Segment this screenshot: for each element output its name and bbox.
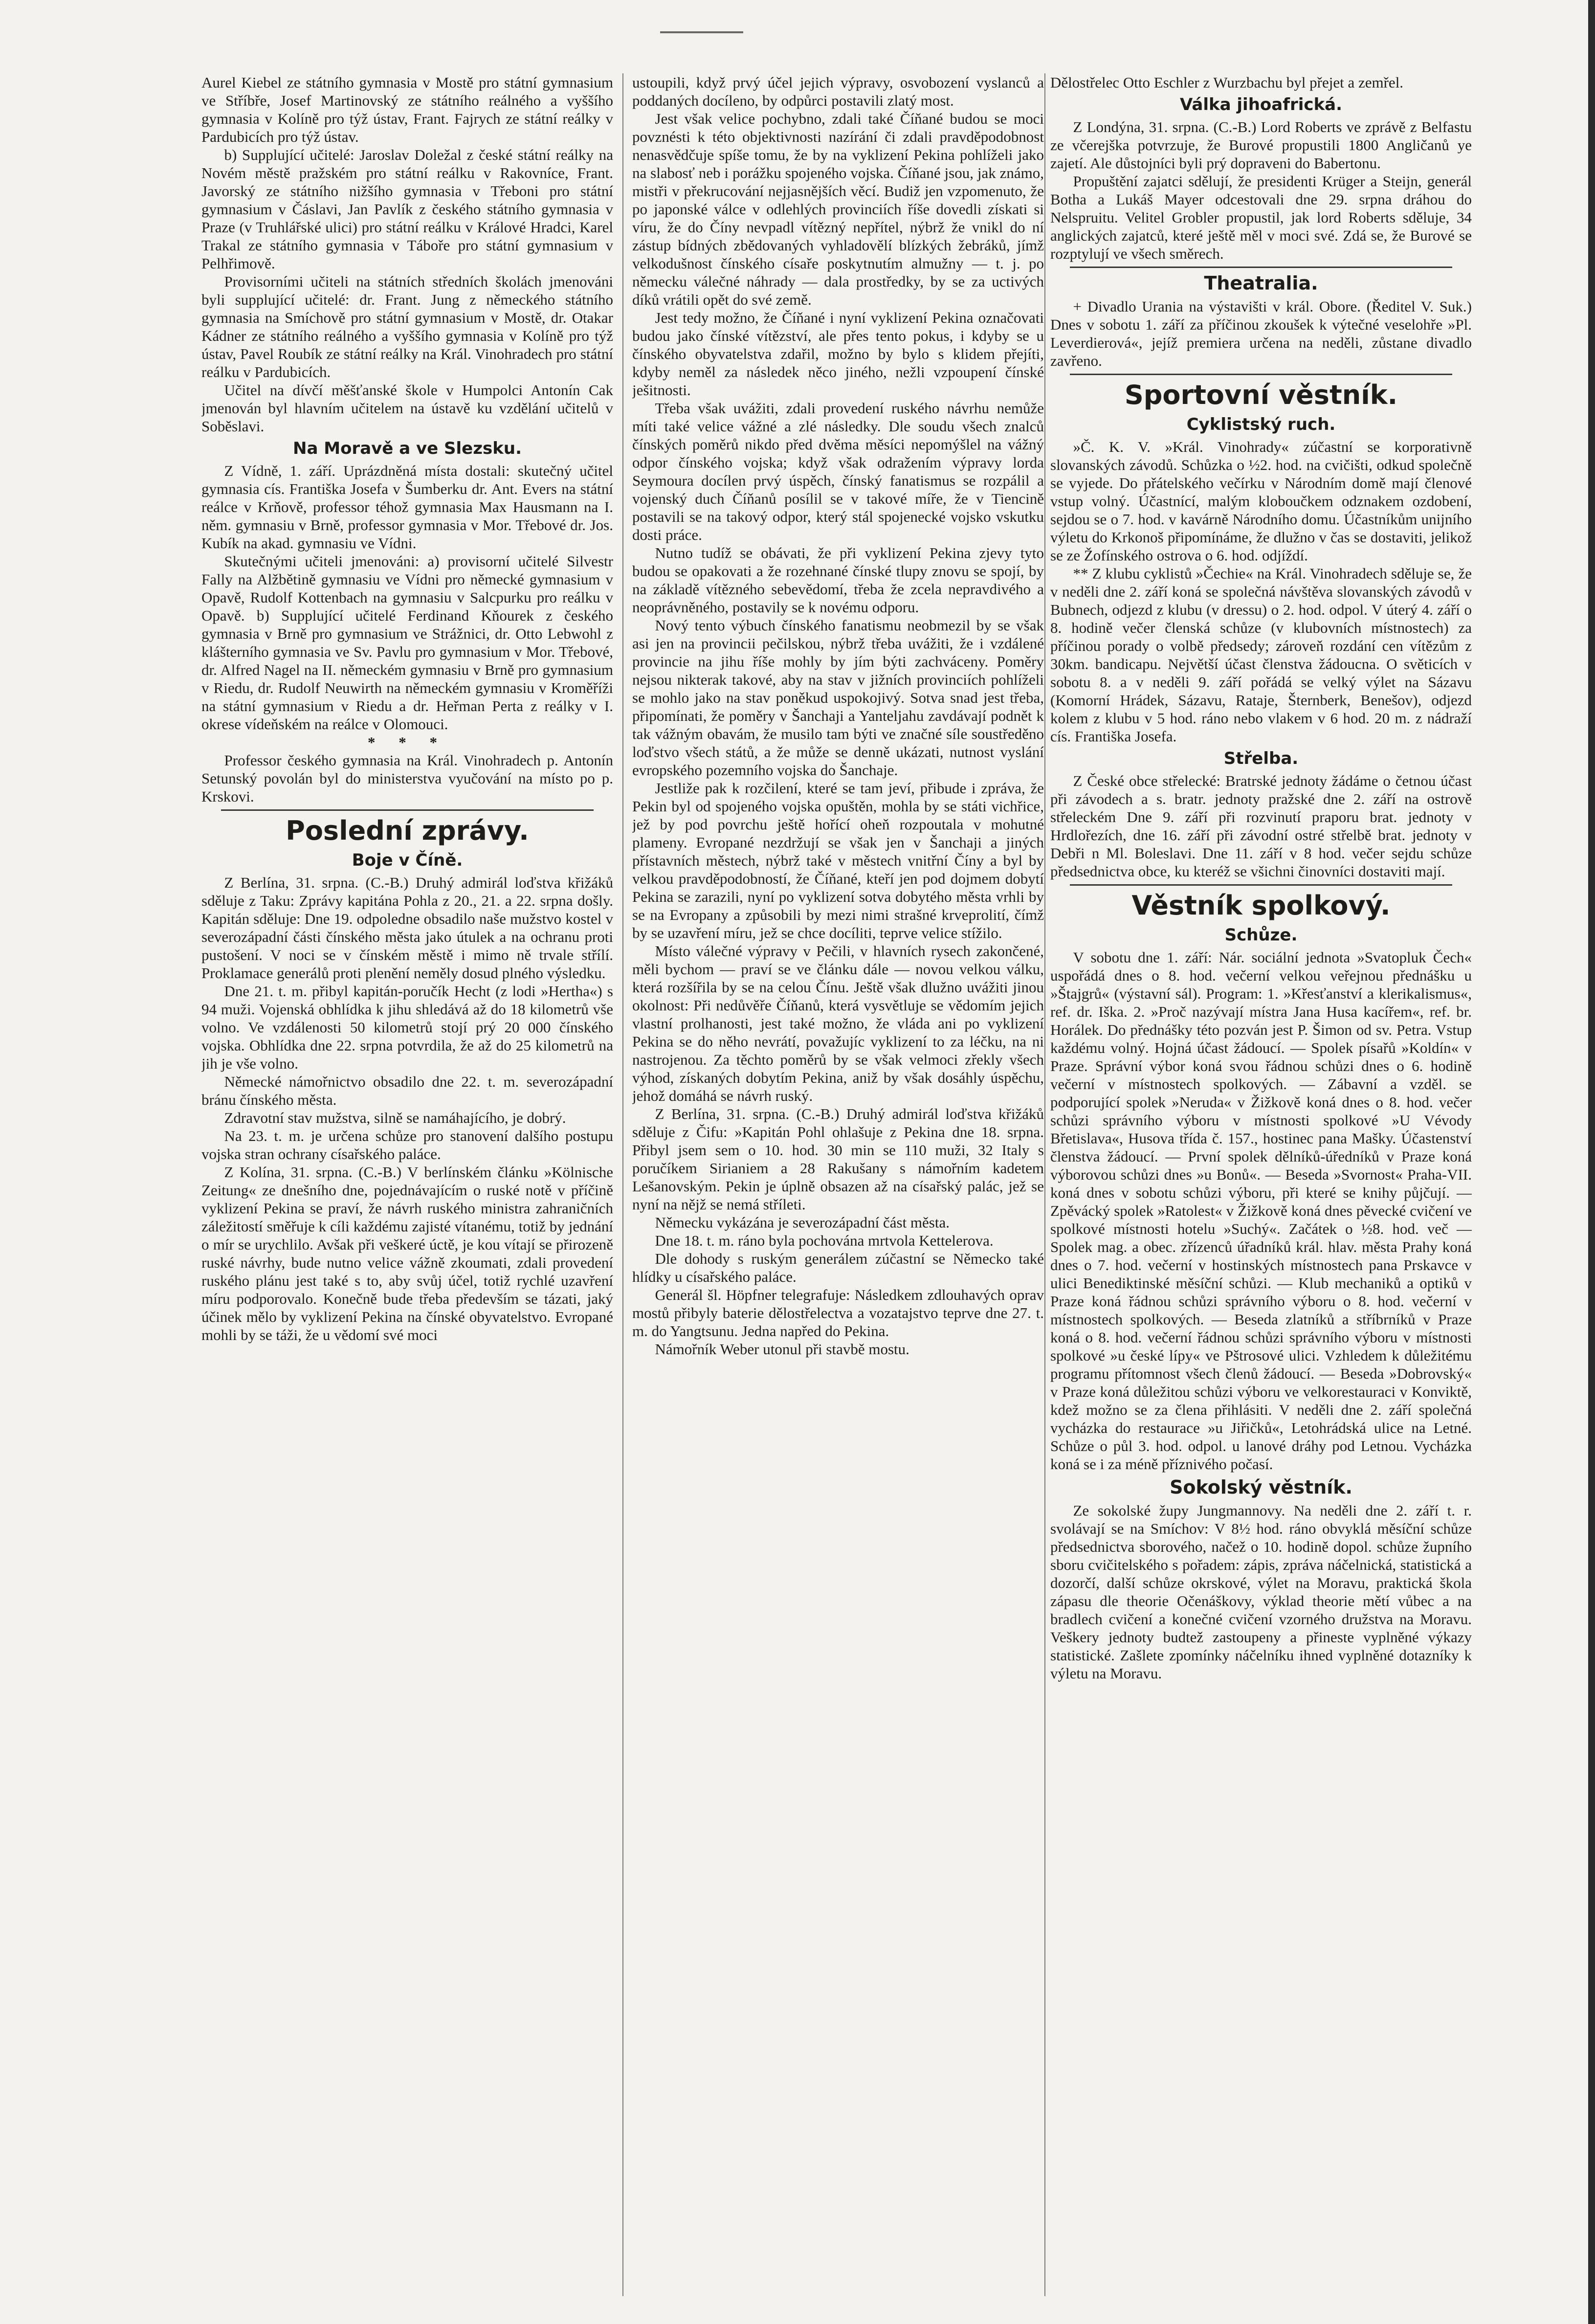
article-text: Jest tedy možno, že Číňané i nyní vyklizení Pekina označovati budou jako čínské vítězství, ale přes tento pokus, i kdyby se u čínského obyvatelstva zdařil, možno by bylo s klidem přejíti, kdyby neměl za následek něco jiného, nežli vzpoupení čínské ješitnosti. (632, 309, 1044, 399)
section-heading: Sokolský věstník. (1170, 1476, 1352, 1498)
column-divider (1044, 73, 1045, 2296)
article-text: Dělostřelec Otto Eschler z Wurzbachu byl přejet a zemřel. (1050, 74, 1404, 91)
article-text: ** Z klubu cyklistů »Čechie« na Král. Vinohradech sděluje se, že v neděli dne 2. září koná se společná návštěva slovanských závodů v Bubnech, odjezd z klubu (v dressu) o 2. hod. odpol. V úterý 4. září o 8. hodině večer členská schůze (v klubovních místnostech) za příčinou porady o volbě předsedy; zároveň rozdání cen vítězům z 30km. bandicapu. Největší účast členstva žádoucna. O světicích v sobotu 8. a v neděli 9. září pořádá se velký výlet na Sázavu (Komorní Hrádek, Sázavu, Ratajе, Šternberk, Benešov), odjezd kolem z klubu v 5 hod. ráno nebo vlakem v 6 hod. 20 m. z nádraží cís. Františka Josefa. (1050, 565, 1472, 745)
article-text: Třeba však uvážiti, zdali provedení ruského návrhu nemůže míti také velice vážné a zlé následky. Dle soudu všech znalců čínských poměrů nikdo před dvěma měsíci nepomýšlel na vážný odpor čínského vojska; když však odražením výpravy lorda Seymoura docílen prvý úspěch, čínský fanatismus se rozpálil a vojenský duch Číňanů posílil se v takové míře, že v Tiencině postavili se na takový odpor, který stál spojenecké vojsko vskutku dosti práce. (632, 400, 1044, 543)
subsection-heading: Cyklistský ruch. (1186, 415, 1336, 434)
article-text: Z Vídně, 1. září. Uprázdněná místa dostali: skutečný učitel gymnasia cís. Františka Josefa v Šumberku dr. Ant. Evers na státní reálce v Krňově, professor téhož gymnasia Max Hausmann na I. něm. gymnasiu v Brně, professor gymnasia v Mor. Třebové dr. Jos. Kubík na akad. gymnasiu ve Vídni. (201, 462, 613, 552)
section-heading: Poslední zprávy. (286, 815, 529, 846)
article-text: Německu vykázána je severozápadní část města. (655, 1214, 950, 1231)
article-text: Jestliže pak k rozčilení, které se tam jeví, přibude i zpráva, že Pekin byl od spojeného vojska opuštěn, mohla by se státi vichřice, jež by pod povrchu ještě hořící oheň rozpoutala v mohutné plameny. Evropané nezdržují se však jen v Šanchaji a jiných přístavních městech, nýbrž také v městech vnitřní Číny a byl by velkou pravděpodobností, že Číňané, kteří jen pod dojmem dobytí Pekina se zarazili, nyní po vyklizení sotva dobytého města vrhli by se na Evropany a způsobili by mezi nimi strašné krveprolití, čímž by se uzavření míru, jež se chce docíliti, teprve velice stížilo. (632, 780, 1044, 941)
subsection-heading: Schůze. (1224, 925, 1298, 945)
column-divider (622, 73, 623, 2296)
article-text: Dle dohody s ruským generálem zúčastní se Německo také hlídky u císařského paláce. (632, 1250, 1044, 1285)
article-text: Professor českého gymnasia na Král. Vinohradech p. Antonín Setunský povolán byl do ministerstva vyučování na místo po p. Krskovi. (201, 752, 613, 805)
article-text: Jest však velice pochybno, zdali také Číňané budou se moci povznésti k této objektivnosti nazírání či zdali pravděpodobnost nenasvědčuje spíše tomu, že by na vyklizení Pekina pohlíželi jako na slabosť neb i porážku spojeného vojska. Číňané jsou, jak známo, mistři v překrucování nejjasnějších věcí. Budiž jen vzpomenuto, že po japonské válce v odlehlých provinciích říše dovedli získati si víru, že do Číny nevpadl vítězný nepřítel, nýbrž že vnikl do ní zástup bídných zbědovaných vyhladovělí blízkých žebráků, jímž velkodušnost čínského císaře poskytnutím almužny — t. j. po německu válečné náhrady — dala prostředky, by se za uctivých díků vrátili opět do své země. (632, 110, 1044, 308)
article-text: Učitel na dívčí měšťanské škole v Humpolci Antonín Cak jmenován byl hlavním učitelem na ústavě ku vzdělání učitelů v Soběslavi. (201, 381, 613, 435)
article-text: b) Supplující učitelé: Jaroslav Doležal z české státní reálky na Novém městě pražském pro státní reálku v Rakovníce, Frant. Javorský ze státního nižšího gymnasia v Třeboni pro státní gymnasium v Čáslavi, Jan Pavlík z českého státního gymnasia v Praze (v Truhlářské ulici) pro státní reálku v Králové Hradci, Karel Trakal ze státního gymnasia v Táboře pro státní gymnasium v Pelhřimově. (201, 146, 613, 272)
article-text: Propuštění zajatci sdělují, že presidenti Krüger a Steijn, generál Botha a Lukáš Mayer odcestovali dne 29. srpna dráhou do Nelspruitu. Velitel Grobler propustil, jak lord Roberts sděluje, 34 anglických zajatců, které ještě měl v moci své. Zdá se, že Burové se rozptylují ve všech směrech. (1050, 173, 1472, 262)
separator-stars: * * * (368, 734, 447, 751)
article-text: Z Kolína, 31. srpna. (C.-B.) V berlínském článku »Kölnische Zeitung« ze dnešního dne, pojednávajícím o ruské notě v příčině vyklizení Pekina se praví, že návrh ruského ministra zahraničních záležitostí směřuje k cíli každému zajisté vítanému, totiž by jednání o mír se urychlilo. Avšak při veškeré úctě, je kou vítají se přirozeně ruské návrhy, bude nutno velice vážně zkoumati, zdali provedení ruského plánu jest také s to, aby svůj účel, totiž rychlé uzavření míru podporovalo. Konečně bude třeba především se tázati, jaký účinek mělo by vyklizení Pekina na čínské obyvatelstvo. Evropané mohli by se táži, že u vědomí své moci (201, 1163, 613, 1343)
column-left (201, 73, 613, 2303)
article-text: Dne 18. t. m. ráno byla pochována mrtvola Kettelerova. (655, 1232, 994, 1249)
article-text: Na 23. t. m. je určena schůze pro stanovení dalšího postupu vojska stran ochrany císařského paláce. (201, 1127, 613, 1162)
article-text: Z České obce střelecké: Bratrské jednoty žádáme o četnou účast při závodech a s. bratr. jednoty pražské dne 2. září na ostrově střeleckém Dne 9. září při rozvinutí praporu brat. jednoty v Hrdlořezích, dne 16. září při závodní ostré střelbě brat. jednoty v Debři n Ml. Boleslavi. Dne 11. září v 8 hod. večer sejdu schůze předsednictva obce, ku kteréž se všichni činovníci dostaviti mají. (1050, 772, 1472, 880)
header-rule (660, 31, 743, 33)
article-text: Německé námořnictvo obsadilo dne 22. t. m. severozápadní bránu čínského města. (201, 1073, 613, 1108)
section-heading: Sportovní věstník. (1124, 380, 1398, 410)
divider (1070, 374, 1452, 375)
article-text: »Č. K. V. »Král. Vinohrady« zúčastní se korporativně slovanských závodů. Schůzka o ½2. hod. na cvičišti, odkud společně se vyjede. Do přátelského večírku v Národním domě mají členové vstup volný. Účastnící, malým kloboučkem odznakem ozdobení, sejdou se o 7. hod. v kavárně Národního domu. Účastníkům unijního výletu do Krkonoš připomínáme, že dlužno v čas se dostaviti, jelikož se ze Žofínského ostrova o 6. hod. odjíždí. (1050, 438, 1472, 564)
column-right (1050, 73, 1472, 2303)
section-heading: Věstník spolkový. (1131, 890, 1391, 921)
article-text: Dne 21. t. m. přibyl kapitán-poručík Hecht (z lodi »Hertha«) s 94 muži. Vojenská obhlídka k jihu shledává až do 18 kilometrů vše volno. Ve vzdálenosti 50 kilometrů stojí prý 20 000 čínského vojska. Obhlídka dne 22. srpna potvrdila, že až do 25 kilometrů na jih je vše volno. (201, 983, 613, 1072)
article-text: Nový tento výbuch čínského fanatismu neobmezil by se však asi jen na provincii pečilskou, nýbrž třeba uvážiti, že i vzdálené provincie na jihu říše mohly by jím býti zachváceny. Poměry nejsou nikterak takové, aby na stav v jižních provinciích pohlíželi se mohlo jako na stav poněkud uspokojivý. Sotva snad jest třeba, připomínati, že poměry v Šanchaji a Yanteljahu zavdávají podnět k tak vážným obavám, že musilo tam býti ve značné síle soustředěno loďstvo všech států, a že může se denně ukázati, nutnost vyslání evropského pozemního vojska do Šanchaje. (632, 617, 1044, 779)
subsection-heading: Střelba. (1223, 749, 1299, 768)
divider (221, 809, 594, 811)
article-text: V sobotu dne 1. září: Nár. sociální jednota »Svatopluk Čech« uspořádá dnes o 8. hod. večerní velkou veřejnou přednášku u »Štajgrů« (výstavní sál). Program: 1. »Křesťanství a klerikalismus«, ref. dr. Iška. 2. »Proč nazývají místra Jana Husa kacířem«, ref. br. Horálek. Do přednášky této pozván jest P. Šimon od sv. Petra. Vstup každému volný. Hojná účast žádoucí. — Spolek písařů »Koldín« v Praze. Správní výbor koná svou řádnou schůzi dnes o 6. hodině večerní v místnostech spolkových. — Zábavní a vzděl. se podporující spolek »Neruda« v Žižkově koná dnes o 8. hod. večer schůzi správního výboru v místnosti spolkové »U Vévody Břetislava«, Husova třída č. 157., hostinec pana Mašky. Účastenství členstva žádoucí. — První spolek dělníků-úředníků v Praze koná výborovou schůzi dnes »u Bonů«. — Beseda »Svornost« Praha-VII. koná dnes v sobotu schůzi výboru, při které se knihy půjčují. — Zpěvácký spolek »Ratolest« v Žižkově koná dnes pěvecké cvičení ve spolkové místnosti hotelu »Suchý«. Začátek o ½8. hod. več — Spolek mag. a obec. zřízenců úřadníků král. hlav. města Prahy koná dnes o 7. hod. večerní v hostinských místnostech pana Prskavce v ulici Benediktinské měsíční schůzi. — Klub mechaniků a optiků v Praze koná řádnou schůzi správního výboru o 8. hod. večerní v místnostech spolkových. — Beseda zlatníků a stříbrníků v Praze koná o 8. hod. večerní řádnou schůzi správního výboru v místnosti spolkové »u české lípy« ve Pštrosové ulici. Vzhledem k důležitému programu přítomnost všech členů žádoucí. — Beseda »Dobrovský« v Praze koná důležitou schůzi výboru ve velkorestauraci v Konviktě, kdež možno se za člena přihlásiti. V neděli dne 2. září společná vycházka do restaurace »u Jiřičků«, Letohrádská ulice na Letné. Schůze o půl 3. hod. odpol. u lanové dráhy pod Letnou. Vycházka koná se i za méně příznivého počasí. (1050, 949, 1472, 1473)
section-heading: Válka jihoafrická. (1179, 95, 1343, 114)
article-text: Místo válečné výpravy v Pečili, v hlavních rysech zakončené, měli bychom — praví se ve článku dále — novou velkou válku, která rozšířila by se na celou Čínu. Ještě však dlužno uvážiti jinou okolnost: Při nedůvěře Číňanů, která vysvětluje se vědomím jejich vlastní prolhanosti, jest také možno, že vláda ani po vyklizení Pekina se do něho nevrátí, považujíc vyklizení to za léčku, na ni nastrojenou. Za těchto poměrů by se však velmoci zřekly všech výhod, získaných dobytím Pekina, aniž by však dosáhly úspěchu, jehož domáhá se návrh ruský. (632, 942, 1044, 1104)
article-text: Skutečnými učiteli jmenováni: a) provisorní učitelé Silvestr Fally na Alžbětině gymnasiu ve Vídni pro německé gymnasium v Opavě, Rudolf Kottenbach na gymnasiu v Salcpurku pro reálku v Opavě. b) Supplující učitelé Ferdinand Kňourek z českého gymnasia v Brně pro gymnasium ve Strážnici, dr. Otto Lebwohl z klášterního gymnasia ve Sv. Pavlu pro gymnasium v Mor. Třebové, dr. Alfred Nagel na II. německém gymnasiu v Brně pro gymnasium v Riedu, dr. Rudolf Neuwirth na německém gymnasiu v Kroměříži na státní gymnasium v Riedu a dr. Heřman Perta z reálky v I. okrese vídeňském na reálce v Olomouci. (201, 553, 613, 733)
column-middle (632, 73, 1044, 2303)
article-text: ustoupili, když prvý účel jejich výpravy, osvobození vyslanců a poddaných docíleno, by odpůrci postavili zlatý most. (632, 74, 1044, 109)
article-text: Z Berlína, 31. srpna. (C.-B.) Druhý admirál loďstva křižáků sděluje z Čifu: »Kapitán Pohl ohlašuje z Pekina dne 18. srpna. Přibyl jsem sem o 10. hod. 30 min se 110 muži, 32 Italy s poručíkem Sirianiem a 28 Rakušany s námořním kadetem Lešanovským. Pekin je úplně obsazen až na císařský palác, jež se nyní na nějž se nemá stříleti. (632, 1105, 1044, 1213)
article-text: Z Londýna, 31. srpna. (C.-B.) Lord Roberts ve zprávě z Belfastu ze včerejška potvrzuje, že Burové propustili 1800 Angličanů ye zajetí. Ale důstojníci byli prý dopraveni do Babertonu. (1050, 118, 1472, 172)
article-text: Ze sokolské župy Jungmannovy. Na neděli dne 2. září t. r. svolávají se na Smíchov: V 8½ hod. ráno obvyklá měsíční schůze předsednictva sborového, načež o 10. hodině dopol. schůze župního sboru cvičitelského s pořadem: zápis, zpráva náčelnická, statistická a dozorčí, další schůze okrskové, výlet na Moravu, praktická škola zápasu dle theorie Očenáškovy, výklad theorie mětí vůbec a na bradlech cvičení a konečné cvičení vzorného družstva na Moravu. Veškery jednoty budtež zastoupeny a přineste vyplněné výkazy statistické. Zašlete zpomínky náčelníku ihned vyplněné dotazníky k výletu na Moravu. (1050, 1502, 1472, 1682)
article-text: Nutno tudíž se obávati, že při vyklizení Pekina zjevy tyto budou se opakovati a že rozehnané čínské tlupy znovu se spojí, by na základě vítězného sebevědomí, třeba že zcela nepravdivého a neoprávněného, postavily se k novému odporu. (632, 544, 1044, 616)
section-heading: Theatralia. (1204, 272, 1318, 294)
page-edge (1588, 0, 1595, 2324)
article-text: Námořník Weber utonul při stavbě mostu. (655, 1341, 909, 1358)
divider (1070, 884, 1452, 886)
article-text: Provisorními učiteli na státních středních školách jmenováni byli supplující učitelé: dr. Frant. Jung z německého státního gymnasia na Smíchově pro státní gymnasium v Mostě, dr. Otakar Kádner ze státního reálného a vyššího gymnasia v Kolíně pro týž ústav, Pavel Roubík ze státní reálky na Král. Vinohradech pro státní reálku v Pardubicích. (201, 273, 613, 380)
article-text: + Divadlo Urania na výstavišti v král. Obore. (Ředitel V. Suk.) Dnes v sobotu 1. září za příčinou zkoušek k výtečné veselohře »Pl. Leverdierová«, jejíž premiera určena na neděli, zůstane divadlo zavřeno. (1050, 298, 1472, 369)
article-text: Generál šl. Höpfner telegrafuje: Následkem zdlouhavých oprav mostů přibyly baterie dělostřelectva a vozatajstvo teprve dne 27. t. m. do Yangtsunu. Jedna napřed do Pekina. (632, 1286, 1044, 1340)
subsection-heading: Boje v Číně. (352, 850, 463, 870)
article-text: Aurel Kiebel ze státního gymnasia v Mostě pro státní gymnasium ve Stříbře, Josef Martinovský ze státního reálného a vyššího gymnasia v Kolíně pro týž ústav, Frant. Fajrych ze státní reálky v Pardubicích pro týž ústav. (201, 74, 613, 145)
article-text: Z Berlína, 31. srpna. (C.-B.) Druhý admirál loďstva křižáků sděluje z Taku: Zprávy kapitána Pohla z 20., 21. a 22. srpna došly. Kapitán sděluje: Dne 19. odpoledne obsadilo naše mužstvo kostel v severozápadní části čínského města jako útulek a na ochranu proti pustošení. V noci se v čínském městě i mimo ně trvale střílí. Proklamace generálů proti plenění neměly dosud plného výsledku. (201, 874, 613, 982)
section-heading: Na Moravě a ve Slezsku. (293, 439, 522, 458)
divider (1070, 267, 1452, 268)
article-text: Zdravotní stav mužstva, silně se namáhajícího, je dobrý. (224, 1109, 566, 1126)
